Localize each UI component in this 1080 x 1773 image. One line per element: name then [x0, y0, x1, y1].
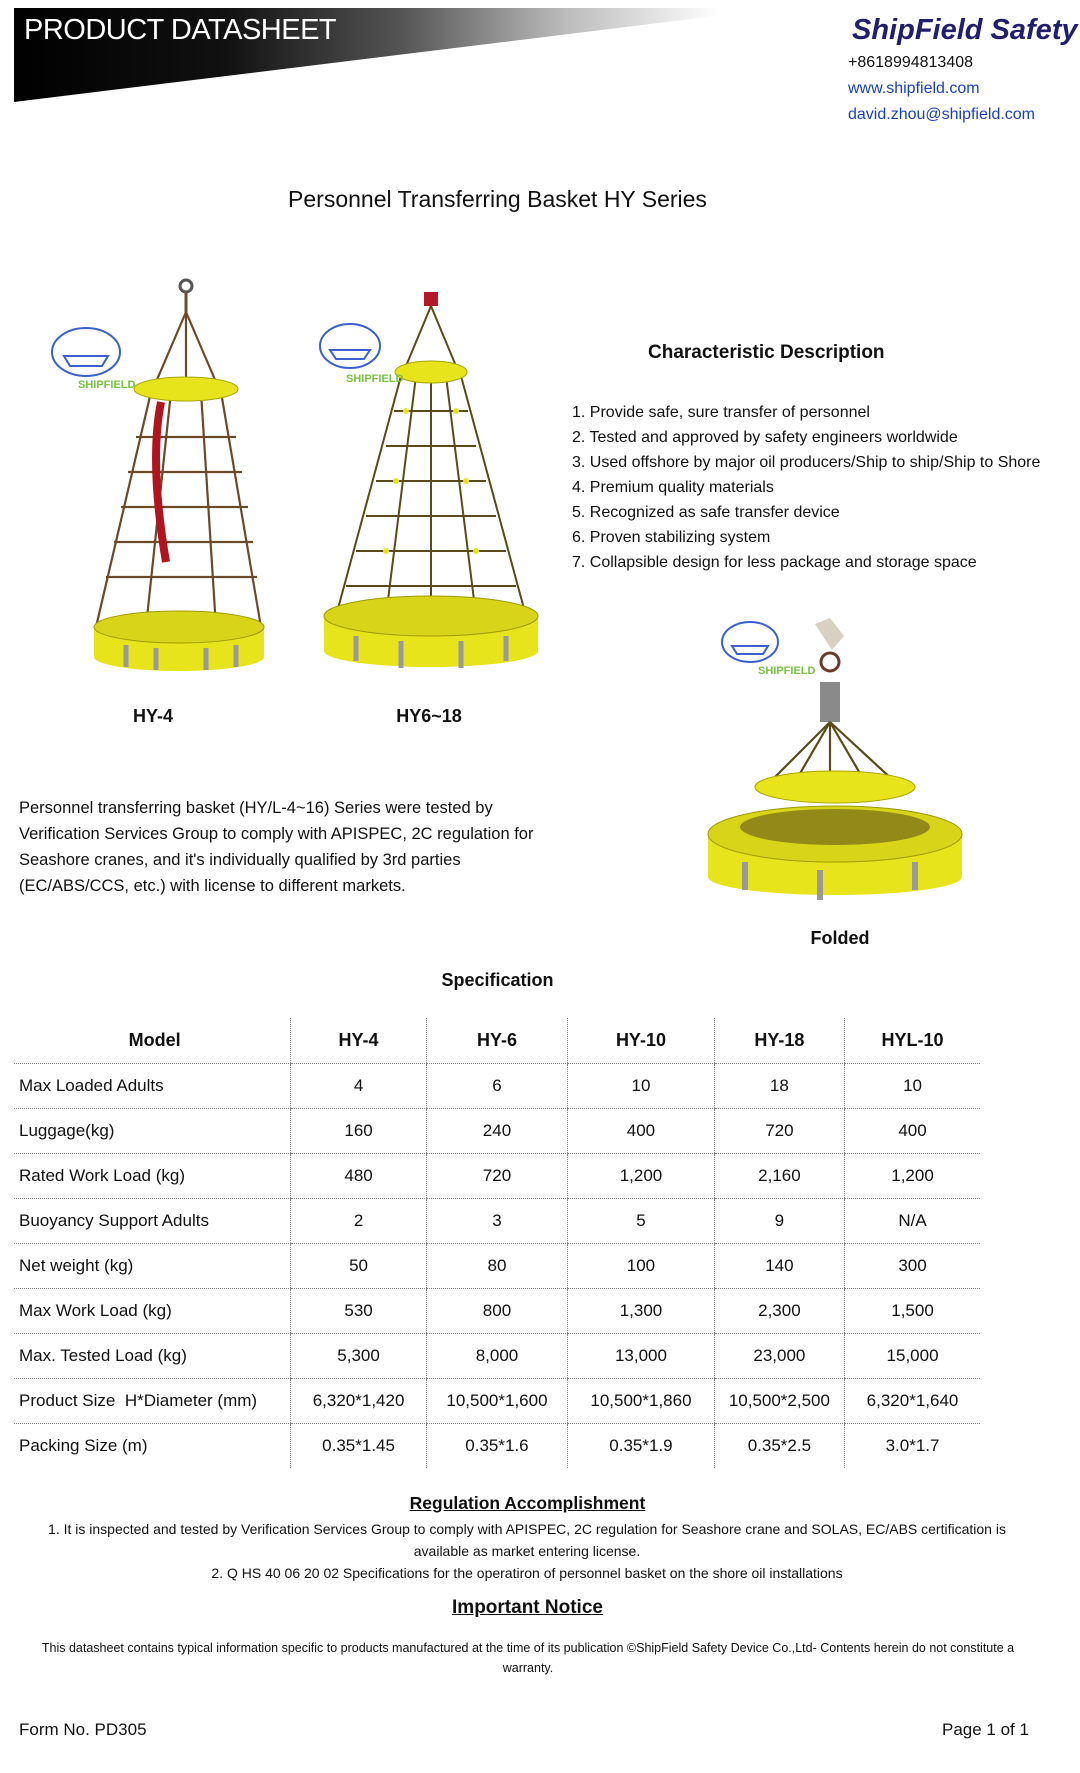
- table-cell: 5: [568, 1198, 715, 1243]
- table-row: [14, 1153, 980, 1198]
- table-cell: 400: [568, 1108, 715, 1153]
- table-row: [14, 1333, 980, 1378]
- table-cell: 9: [714, 1198, 844, 1243]
- table-header-row: [14, 1018, 980, 1063]
- table-cell: 480: [291, 1153, 426, 1198]
- column-header: Model: [14, 1018, 291, 1063]
- hy6-18-caption: HY6~18: [396, 706, 462, 726]
- column-header: HYL-10: [845, 1018, 980, 1063]
- table-row: [14, 1423, 980, 1468]
- row-label: Max Work Load (kg): [14, 1288, 291, 1333]
- hy4-basket-image: [36, 272, 276, 682]
- table-row: [14, 1063, 980, 1108]
- table-row: [14, 1198, 980, 1243]
- hy6-18-basket-image: [316, 286, 546, 686]
- table-cell: 2: [291, 1198, 426, 1243]
- table-row: [14, 1288, 980, 1333]
- row-label: Net weight (kg): [14, 1243, 291, 1288]
- table-cell: 6,320*1,420: [291, 1378, 426, 1423]
- table-cell: 13,000: [568, 1333, 715, 1378]
- table-cell: 6,320*1,640: [845, 1378, 980, 1423]
- document-title: Personnel Transferring Basket HY Series: [288, 186, 707, 212]
- list-item: 1. Provide safe, sure transfer of personnel: [572, 404, 870, 421]
- regulation-item-1: 1. It is inspected and tested by Verification Services Group to comply with APISPEC, 2C regulation for Seashore crane and SOLAS, EC/ABS certification is available as market entering license.: [48, 1521, 1006, 1559]
- column-header: HY-6: [426, 1018, 567, 1063]
- row-label: Luggage(kg): [14, 1108, 291, 1153]
- table-row: [14, 1108, 980, 1153]
- table-cell: 240: [426, 1108, 567, 1153]
- regulation-title: Regulation Accomplishment: [409, 1493, 646, 1513]
- folded-basket-image: [690, 612, 980, 912]
- table-cell: 10,500*2,500: [714, 1378, 844, 1423]
- column-header: HY-18: [714, 1018, 844, 1063]
- table-cell: 8,000: [426, 1333, 567, 1378]
- row-label: Max Loaded Adults: [14, 1063, 291, 1108]
- row-label: Packing Size (m): [19, 1435, 148, 1455]
- list-item: 2. Tested and approved by safety engineers worldwide: [572, 429, 958, 446]
- table-cell: 3: [426, 1198, 567, 1243]
- watermark-text: SHIPFIELD: [346, 373, 404, 385]
- page-number: Page 1 of 1: [942, 1720, 1029, 1739]
- intro-paragraph: Personnel transferring basket (HY/L-4~16) Series were tested by Verification Services Group to comply with APISPEC, 2C regulation for Seashore cranes, and it's individually qualified by 3rd parties (EC/ABS/CCS, etc.) with license to different markets.: [19, 799, 534, 895]
- table-cell: 530: [291, 1288, 426, 1333]
- table-cell: 160: [291, 1108, 426, 1153]
- website-link[interactable]: www.shipfield.com: [848, 80, 980, 97]
- notice-text: This datasheet contains typical information specific to products manufactured at the time of its publication ©ShipField Safety Device Co.,Ltd- Contents herein do not constitute a warranty.: [41, 1641, 1015, 1675]
- table-row: [14, 1378, 980, 1423]
- table-cell: 50: [291, 1243, 426, 1288]
- specification-table: [14, 1018, 980, 1468]
- list-item: 5. Recognized as safe transfer device: [572, 504, 840, 521]
- table-cell: 10,500*1,860: [568, 1378, 715, 1423]
- table-cell: 0.35*1.45: [291, 1423, 426, 1468]
- table-cell: 1,300: [568, 1288, 715, 1333]
- table-cell: 2,300: [714, 1288, 844, 1333]
- watermark-ship-icon: [320, 324, 404, 385]
- brand-logo: ShipField Safety: [852, 14, 1078, 46]
- table-cell: 300: [845, 1243, 980, 1288]
- list-item: 6. Proven stabilizing system: [572, 529, 771, 546]
- banner-title: PRODUCT DATASHEET: [24, 14, 337, 46]
- table-cell: 0.35*2.5: [714, 1423, 844, 1468]
- table-cell: 4: [291, 1063, 426, 1108]
- watermark-text: SHIPFIELD: [78, 379, 136, 391]
- table-cell: 15,000: [845, 1333, 980, 1378]
- column-header: HY-4: [291, 1018, 426, 1063]
- row-label: Buoyancy Support Adults: [14, 1198, 291, 1243]
- table-cell: 18: [714, 1063, 844, 1108]
- table-cell: 1,200: [568, 1153, 715, 1198]
- row-label: Max. Tested Load (kg): [14, 1333, 291, 1378]
- row-label: Rated Work Load (kg): [14, 1153, 291, 1198]
- table-cell: 10: [568, 1063, 715, 1108]
- table-cell: 5,300: [291, 1333, 426, 1378]
- regulation-item-2: 2. Q HS 40 06 20 02 Specifications for the operatiron of personnel basket on the shore oil installations: [211, 1565, 843, 1581]
- folded-caption: Folded: [810, 928, 870, 948]
- table-cell: 10: [845, 1063, 980, 1108]
- table-cell: 0.35*1.6: [426, 1423, 567, 1468]
- characteristic-list: [572, 400, 1040, 575]
- table-cell: 2,160: [714, 1153, 844, 1198]
- specification-title: Specification: [441, 970, 554, 990]
- table-cell: 140: [714, 1243, 844, 1288]
- list-item: 4. Premium quality materials: [572, 479, 774, 496]
- table-cell: 80: [426, 1243, 567, 1288]
- table-cell: 400: [845, 1108, 980, 1153]
- phone-number: +8618994813408: [848, 54, 974, 71]
- table-cell: 720: [714, 1108, 844, 1153]
- watermark-ship-icon: [722, 622, 816, 677]
- form-number: Form No. PD305: [19, 1720, 147, 1739]
- table-cell: 1,200: [845, 1153, 980, 1198]
- list-item: 3. Used offshore by major oil producers/Ship to ship/Ship to Shore: [572, 454, 1041, 471]
- table-cell: 3.0*1.7: [845, 1423, 980, 1468]
- table-cell: 0.35*1.9: [568, 1423, 715, 1468]
- email-link[interactable]: david.zhou@shipfield.com: [848, 106, 1036, 123]
- table-row: [14, 1243, 980, 1288]
- characteristic-title: Characteristic Description: [648, 342, 885, 363]
- table-cell: 800: [426, 1288, 567, 1333]
- table-cell: 720: [426, 1153, 567, 1198]
- row-label: Product Size H*Diameter (mm): [14, 1378, 291, 1423]
- table-cell: 100: [568, 1243, 715, 1288]
- table-cell: 6: [426, 1063, 567, 1108]
- notice-title: Important Notice: [452, 1597, 603, 1618]
- column-header: HY-10: [568, 1018, 715, 1063]
- list-item: 7. Collapsible design for less package and storage space: [572, 554, 977, 571]
- table-cell: N/A: [845, 1198, 980, 1243]
- table-cell: 23,000: [714, 1333, 844, 1378]
- table-cell: 1,500: [845, 1288, 980, 1333]
- hy4-caption: HY-4: [132, 706, 174, 726]
- table-cell: 10,500*1,600: [426, 1378, 567, 1423]
- watermark-ship-icon: [52, 328, 136, 391]
- watermark-text: SHIPFIELD: [758, 665, 816, 677]
